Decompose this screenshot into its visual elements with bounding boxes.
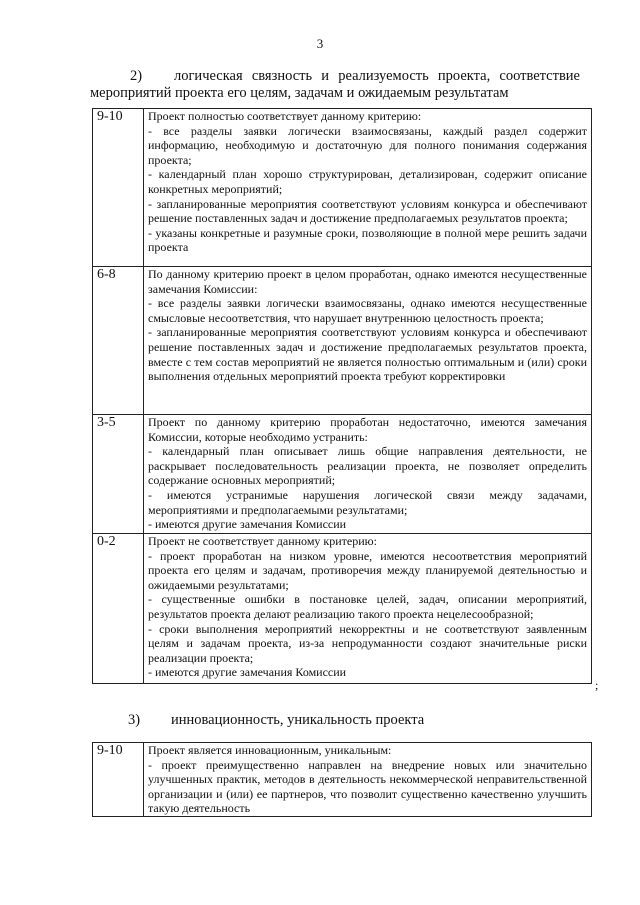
criterion-line: - проект преимущественно направлен на внедрение новых или значительно улучшенных практик, методов в деятельность некоммерческой неправительственной организации и (или) ее партнеров, что позволит существенно качественно улучшить такую деятельность [148,757,587,816]
description-cell [144,109,592,267]
criterion-line: По данному критерию проект в целом проработан, однако имеются несущественные замечания Комиссии: [148,267,587,296]
criterion-line: - все разделы заявки логически взаимосвязаны, каждый раздел содержит информацию, необходимую и достаточную для полного понимания содержания проекта; [148,123,587,167]
description-cell [144,534,592,684]
table-row [93,743,592,817]
section-2-heading [90,68,580,85]
table-row [93,534,592,684]
criterion-line: - проект проработан на низком уровне, имеются несоответствия мероприятий проекта его целям и задачам, противоречия между планируемой деятельностью и ожидаемыми результатами; [148,548,587,592]
criterion-line: - имеются другие замечания Комиссии [148,517,347,532]
score-cell: 0-2 [93,534,144,684]
table-row [93,109,592,267]
description-cell [144,267,592,415]
section-2-number: 2) [130,68,143,84]
criterion-line: - календарный план хорошо структурирован, детализирован, содержит описание конкретных мероприятий; [148,167,587,196]
criterion-line: - запланированные мероприятия соответствуют условиям конкурса и обеспечивают решение поставленных задач и достижение предполагаемых результатов проекта; [148,196,587,226]
score-cell: 3-5 [93,415,144,534]
criterion-line: - календарный план описывает лишь общие направления деятельности, не раскрывает последовательность реализации проекта, не позволяет определить содержание основных мероприятий; [148,444,587,488]
criterion-line: Проект по данному критерию проработан недостаточно, имеются замечания Комиссии, которые необходимо устранить: [148,415,587,444]
score-cell: 9-10 [93,743,144,817]
table-row [93,415,592,534]
criterion-line: - имеются устранимые нарушения логической связи между задачами, мероприятиями и предполагаемыми результатами; [148,487,587,517]
section-3-number: 3) [128,712,141,728]
section-3-heading [128,712,424,729]
criterion-line: - запланированные мероприятия соответствуют условиям конкурса и обеспечивают решение поставленных задач и достижение предполагаемых результатов проекта, вместе с тем состав мероприятий не является полностью оптимальным и (или) сроки выполнения отдельных мероприятий проекта требуют корректировки [148,325,587,384]
table-row [93,267,592,415]
criterion-line: Проект не соответствует данному критерию: [148,534,377,548]
trailing-semicolon: ; [595,678,599,692]
criterion-line: - указаны конкретные и разумные сроки, позволяющие в полной мере решить задачи проекта [148,225,587,255]
criteria-table-section-2 [92,108,592,684]
score-cell: 9-10 [93,109,144,267]
section-2-title-line1: логическая связность и реализуемость проекта, соответствие [174,68,580,84]
description-cell [144,743,592,817]
criteria-table-section-3 [92,742,592,817]
section-3-title: инновационность, уникальность проекта [171,712,425,728]
section-2-heading-line2: мероприятий проекта его целям, задачам и ожидаемым результатам [90,85,509,101]
criterion-line: - существенные ошибки в постановке целей, задач, описании мероприятий, результатов проекта делают реализацию такого проекта нецелесообразной; [148,592,587,621]
description-cell [144,415,592,534]
page-number: 3 [316,36,324,51]
criterion-line: - все разделы заявки логически взаимосвязаны, однако имеются несущественные смысловые несоответствия, что нарушает внутреннюю целостность проекта; [148,296,587,325]
criterion-line: - сроки выполнения мероприятий некорректны и не соответствуют заявленным целям и задачам проекта, из-за непродуманности создают значительные риски реализации проекта; [148,621,587,665]
score-cell: 6-8 [93,267,144,415]
criterion-line: Проект является инновационным, уникальным: [148,743,392,757]
criterion-line: - имеются другие замечания Комиссии [148,665,347,680]
criterion-line: Проект полностью соответствует данному критерию: [148,109,422,123]
